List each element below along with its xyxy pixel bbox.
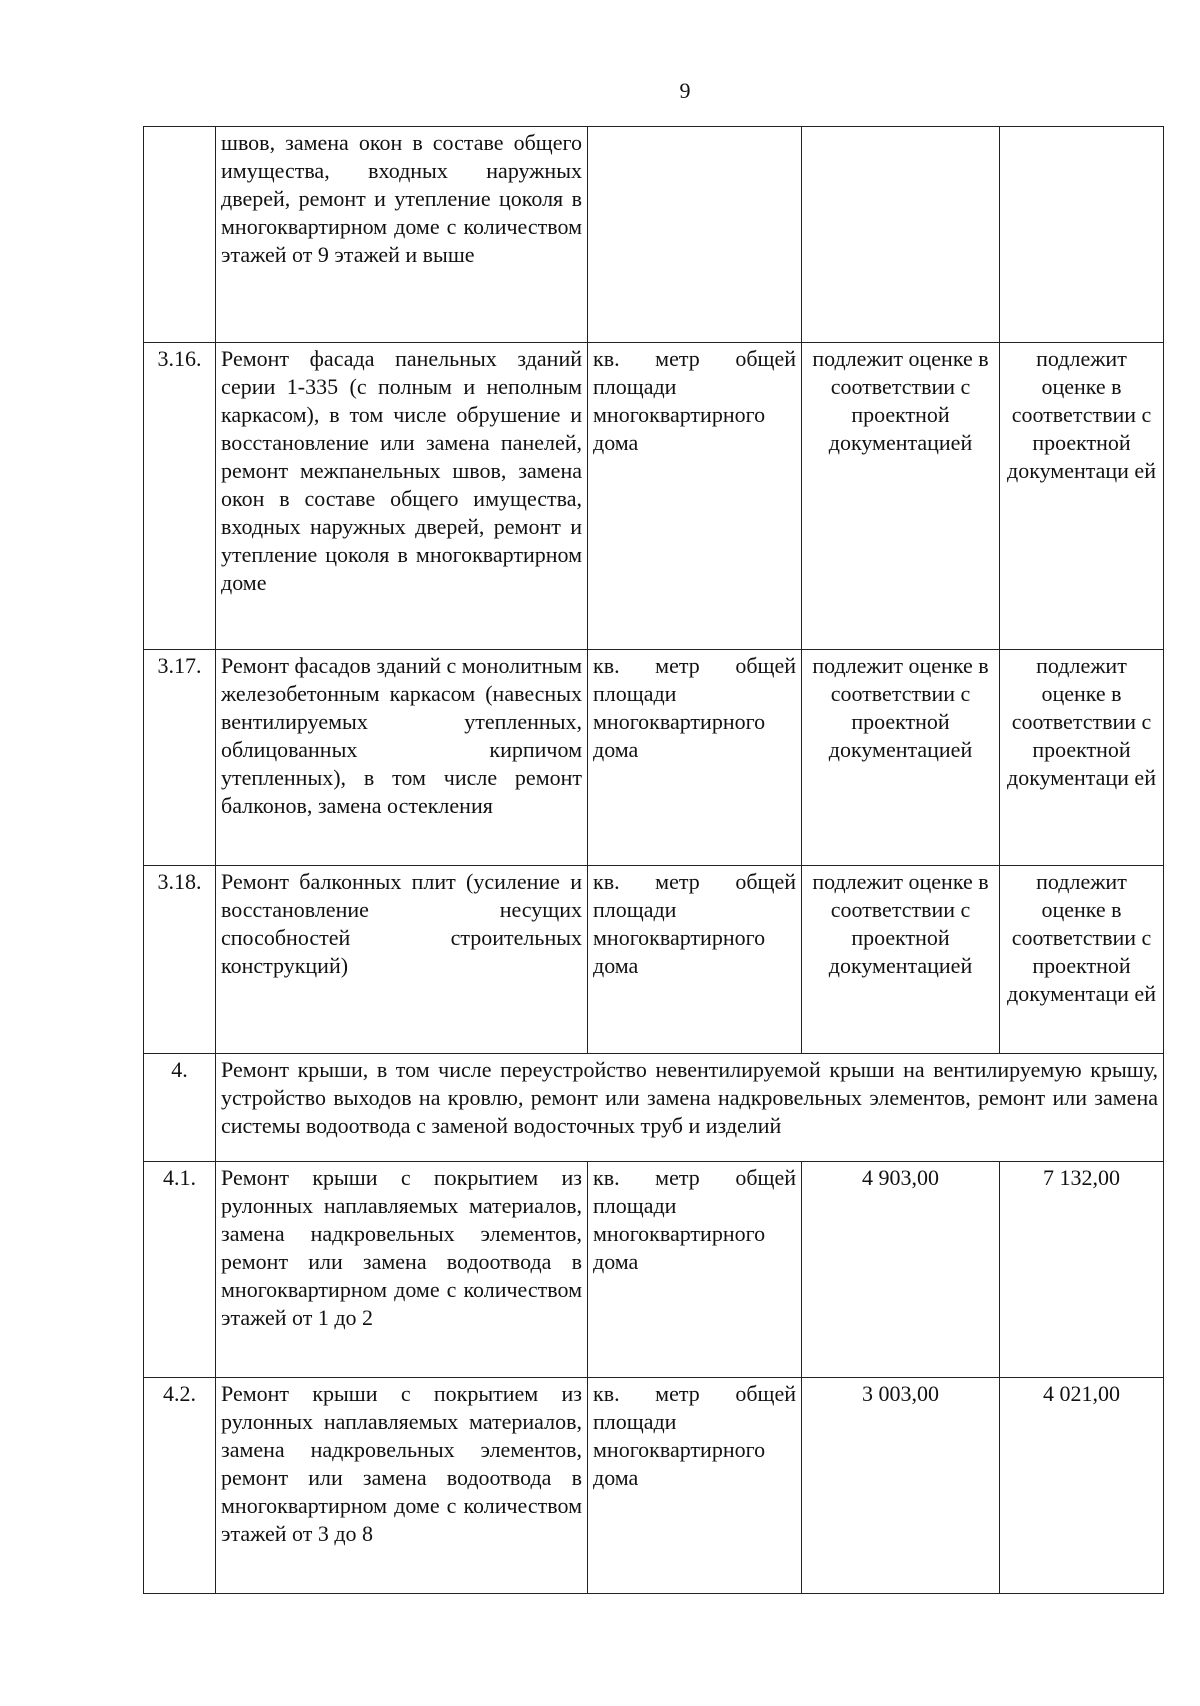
price-value: 4 903,00 — [802, 1162, 1000, 1378]
unit-of-measure: кв. метр общей площади многоквартирного дома — [588, 343, 802, 650]
price-value: подлежит оценке в соответствии с проектной документацией — [802, 343, 1000, 650]
work-description: Ремонт крыши с покрытием из рулонных наплавляемых материалов, замена надкровельных элементов, ремонт или замена водоотвода в многоквартирном доме с количеством этажей от 3 до 8 — [216, 1378, 588, 1594]
price-limit-value — [1000, 127, 1164, 343]
unit-of-measure — [588, 127, 802, 343]
unit-of-measure: кв. метр общей площади многоквартирного дома — [588, 1162, 802, 1378]
table-row — [144, 650, 1164, 866]
page-number: 9 — [679, 78, 691, 103]
work-description: Ремонт фасада панельных зданий серии 1-335 (с полным и неполным каркасом), в том числе обрушение и восстановление или замена панелей, ремонт межпанельных швов, замена окон в составе общего имущества, входных наружных дверей, ремонт и утепление цоколя в многоквартирном доме — [216, 343, 588, 650]
section-row — [144, 1054, 1164, 1162]
work-description: Ремонт крыши с покрытием из рулонных наплавляемых материалов, замена надкровельных элементов, ремонт или замена водоотвода в многоквартирном доме с количеством этажей от 1 до 2 — [216, 1162, 588, 1378]
price-limit-value: подлежит оценке в соответствии с проектной документаци ей — [1000, 866, 1164, 1054]
price-value: подлежит оценке в соответствии с проектной документацией — [802, 650, 1000, 866]
row-number: 4.2. — [144, 1378, 216, 1594]
work-description: швов, замена окон в составе общего имущества, входных наружных дверей, ремонт и утепление цоколя в многоквартирном доме с количеством этажей от 9 этажей и выше — [216, 127, 588, 343]
section-title: Ремонт крыши, в том числе переустройство невентилируемой крыши на вентилируемую крышу, устройство выходов на кровлю, ремонт или замена надкровельных элементов, ремонт или замена системы водоотвода с заменой водосточных труб и изделий — [216, 1054, 1164, 1162]
price-limit-value: 4 021,00 — [1000, 1378, 1164, 1594]
price-limit-value: 7 132,00 — [1000, 1162, 1164, 1378]
unit-of-measure: кв. метр общей площади многоквартирного дома — [588, 1378, 802, 1594]
row-number: 3.18. — [144, 866, 216, 1054]
rates-table — [143, 126, 1164, 1594]
price-value: 3 003,00 — [802, 1378, 1000, 1594]
table-row — [144, 127, 1164, 343]
unit-of-measure: кв. метр общей площади многоквартирного дома — [588, 650, 802, 866]
price-value — [802, 127, 1000, 343]
price-value: подлежит оценке в соответствии с проектной документацией — [802, 866, 1000, 1054]
table-row — [144, 1378, 1164, 1594]
table-row — [144, 343, 1164, 650]
row-number: 4.1. — [144, 1162, 216, 1378]
work-description: Ремонт балконных плит (усиление и восстановление несущих способностей строительных конструкций) — [216, 866, 588, 1054]
table-row — [144, 866, 1164, 1054]
price-limit-value: подлежит оценке в соответствии с проектной документаци ей — [1000, 650, 1164, 866]
work-description: Ремонт фасадов зданий с монолитным железобетонным каркасом (навесных вентилируемых утепленных, облицованных кирпичом утепленных), в том числе ремонт балконов, замена остекления — [216, 650, 588, 866]
row-number — [144, 127, 216, 343]
row-number: 3.17. — [144, 650, 216, 866]
price-limit-value: подлежит оценке в соответствии с проектной документаци ей — [1000, 343, 1164, 650]
section-number: 4. — [144, 1054, 216, 1162]
unit-of-measure: кв. метр общей площади многоквартирного дома — [588, 866, 802, 1054]
table-row — [144, 1162, 1164, 1378]
row-number: 3.16. — [144, 343, 216, 650]
